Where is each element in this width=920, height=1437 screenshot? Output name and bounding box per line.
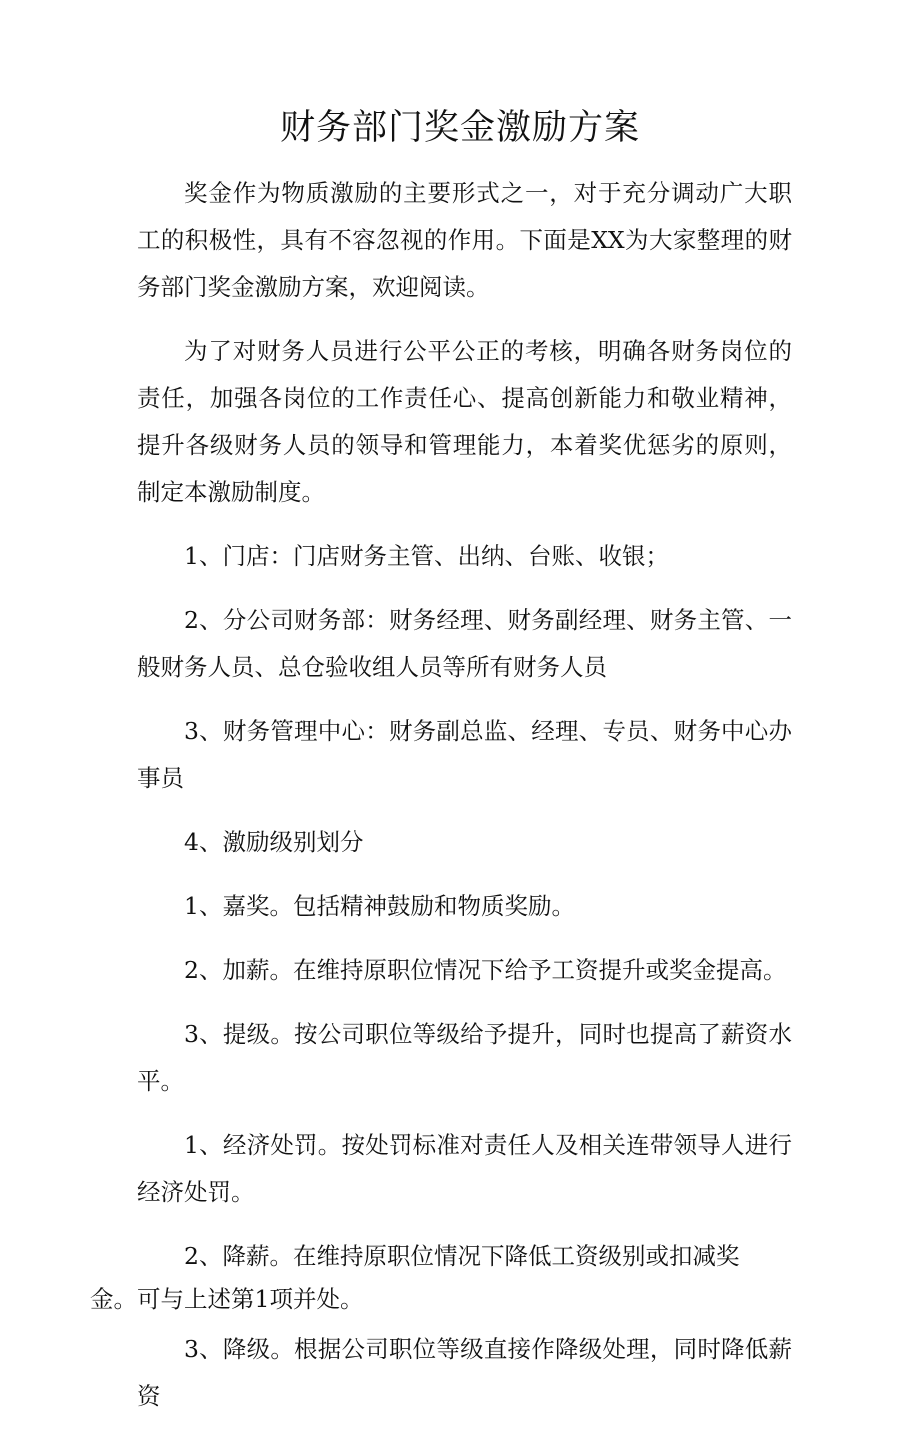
- paragraph-scope-store: 1、门店：门店财务主管、出纳、台账、收银；: [184, 542, 669, 570]
- paragraph-scope-branch: 2、分公司财务部：财务经理、财务副经理、财务主管、一般财务人员、总仓验收组人员等所有财务人员: [137, 606, 792, 681]
- paragraph-levels: 4、激励级别划分: [184, 828, 364, 856]
- paragraph-raise: 2、加薪。在维持原职位情况下给予工资提升或奖金提高。: [184, 956, 787, 984]
- paragraph-demotion: 3、降级。根据公司职位等级直接作降级处理，同时降低薪资: [137, 1335, 792, 1410]
- paragraph-scope-center: 3、财务管理中心：财务副总监、经理、专员、财务中心办事员: [137, 717, 792, 792]
- paragraph-intro: 奖金作为物质激励的主要形式之一，对于充分调动广大职工的积极性，具有不容忽视的作用。下面是XX为大家整理的财务部门奖金激励方案，欢迎阅读。: [137, 179, 792, 301]
- paragraph-penalty: 1、经济处罚。按处罚标准对责任人及相关连带领导人进行经济处罚。: [137, 1131, 792, 1206]
- paragraph-salary-cut-line1: 2、降薪。在维持原职位情况下降低工资级别或扣减奖: [184, 1242, 740, 1270]
- paragraph-purpose: 为了对财务人员进行公平公正的考核，明确各财务岗位的责任，加强各岗位的工作责任心、提高创新能力和敬业精神，提升各级财务人员的领导和管理能力，本着奖优惩劣的原则，制定本激励制度。: [137, 337, 792, 506]
- paragraph-salary-cut-line2: 金。可与上述第1项并处。: [90, 1285, 364, 1313]
- document-title: 财务部门奖金激励方案: [279, 108, 640, 148]
- paragraph-salary-cut: [90, 1233, 792, 1318]
- paragraph-commendation: 1、嘉奖。包括精神鼓励和物质奖励。: [184, 892, 575, 920]
- document-body: [90, 170, 792, 1437]
- paragraph-promotion: 3、提级。按公司职位等级给予提升，同时也提高了薪资水平。: [137, 1020, 792, 1095]
